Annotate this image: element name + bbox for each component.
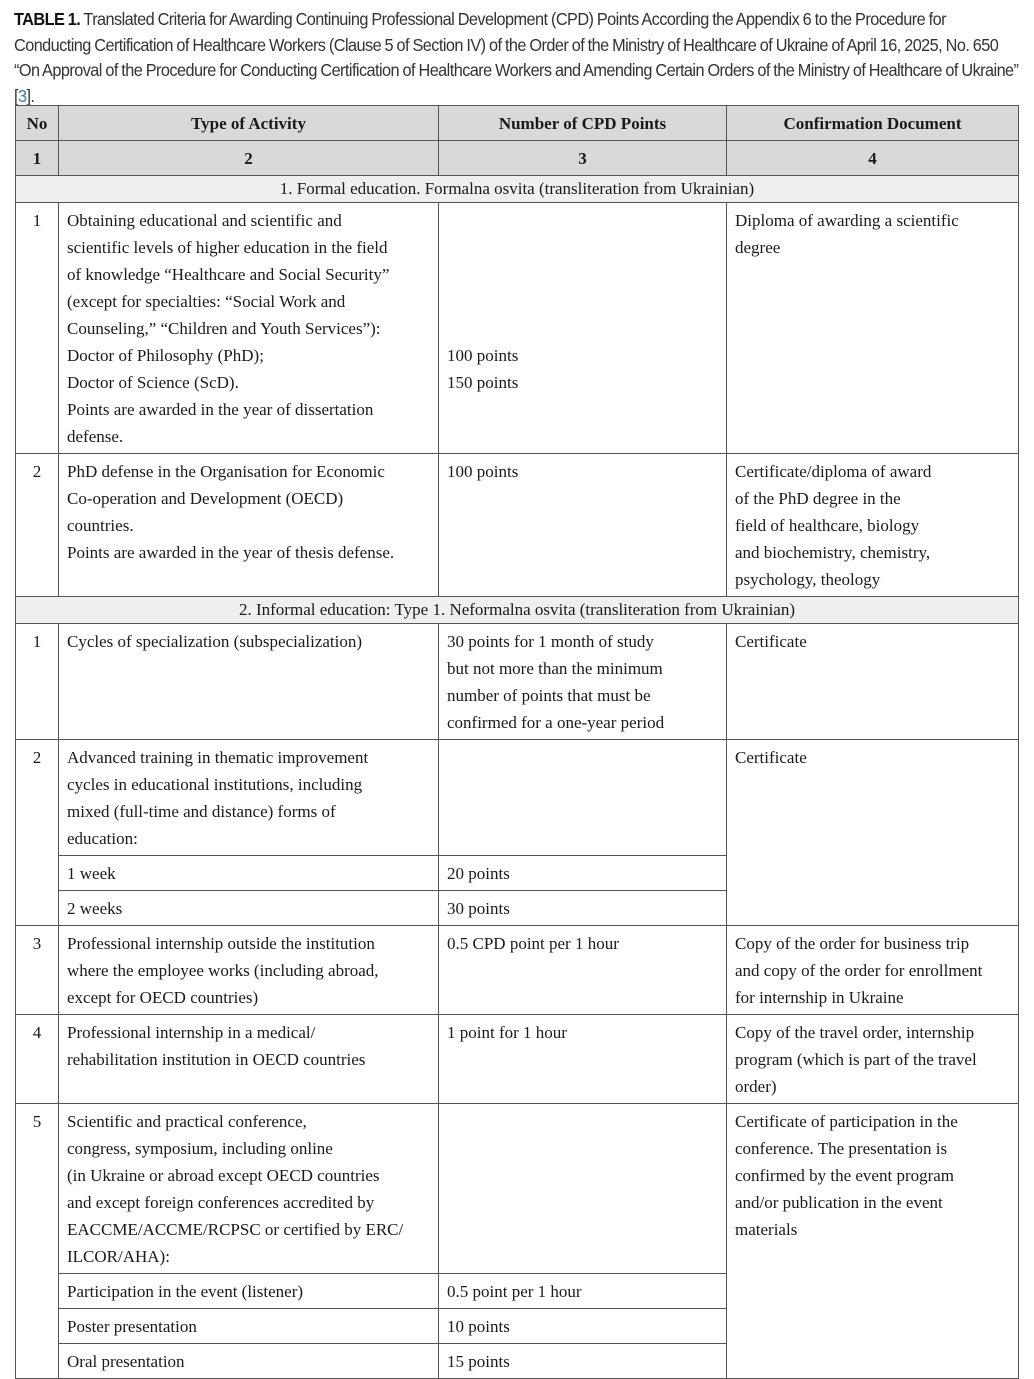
- text-line: except for OECD countries): [67, 988, 259, 1007]
- text-line: mixed (full-time and distance) forms of: [67, 802, 336, 821]
- activity-cell: [59, 1015, 439, 1104]
- text-line: Certificate: [735, 748, 807, 767]
- table-row: [16, 454, 1019, 597]
- text-line: Advanced training in thematic improvement: [67, 748, 369, 767]
- text-line: confirmed for a one-year period: [447, 713, 665, 732]
- activity-cell: [59, 203, 439, 454]
- sub-points-cell: 20 points: [439, 856, 727, 891]
- text-line: [447, 315, 718, 342]
- text-line: Professional internship in a medical/: [67, 1023, 316, 1042]
- reference-link[interactable]: 3: [17, 85, 27, 106]
- row-number: 1: [16, 624, 59, 740]
- text-line: Certificate of participation in the: [735, 1112, 958, 1131]
- document-cell: [727, 740, 1019, 926]
- text-line: cycles in educational institutions, including: [67, 775, 363, 794]
- text-line: 100 points: [447, 462, 519, 481]
- row-number: 5: [16, 1104, 59, 1379]
- points-cell: [439, 203, 727, 454]
- points-cell: [439, 926, 727, 1015]
- header-row: [16, 106, 1019, 141]
- text-line: Copy of the travel order, internship: [735, 1023, 975, 1042]
- text-line: 0.5 CPD point per 1 hour: [447, 934, 619, 953]
- sub-activity-cell: Oral presentation: [59, 1344, 439, 1379]
- text-line: PhD defense in the Organisation for Economic: [67, 462, 385, 481]
- table-body: [16, 176, 1019, 1379]
- text-line: [447, 207, 718, 234]
- document-cell: [727, 203, 1019, 454]
- row-number: 2: [16, 454, 59, 597]
- text-line: Professional internship outside the institution: [67, 934, 375, 953]
- points-cell: [439, 1104, 727, 1274]
- header-num-2: 2: [59, 141, 439, 176]
- text-line: Doctor of Philosophy (PhD);: [67, 346, 264, 365]
- header-num-4: 4: [727, 141, 1019, 176]
- row-number: 4: [16, 1015, 59, 1104]
- text-line: and copy of the order for enrollment: [735, 961, 983, 980]
- text-line: of the PhD degree in the: [735, 489, 901, 508]
- text-line: scientific levels of higher education in the field: [67, 238, 388, 257]
- points-cell: [439, 454, 727, 597]
- text-line: ILCOR/AHA):: [67, 1247, 170, 1266]
- table-row: [16, 1015, 1019, 1104]
- text-line: Points are awarded in the year of dissertation: [67, 400, 374, 419]
- text-line: but not more than the minimum: [447, 659, 663, 678]
- text-line: EACCME/ACCME/RCPSC or certified by ERC/: [67, 1220, 404, 1239]
- text-line: [447, 288, 718, 315]
- text-line: 1 point for 1 hour: [447, 1023, 567, 1042]
- cpd-criteria-table: [15, 105, 1019, 1379]
- sub-activity-cell: 1 week: [59, 856, 439, 891]
- caption-label: TABLE 1.: [14, 9, 81, 29]
- text-line: countries.: [67, 516, 134, 535]
- header-activity: Type of Activity: [59, 106, 439, 141]
- text-line: of knowledge “Healthcare and Social Security”: [67, 265, 390, 284]
- text-line: [447, 744, 718, 771]
- text-line: and except foreign conferences accredited by: [67, 1193, 375, 1212]
- header-document: Confirmation Document: [727, 106, 1019, 141]
- text-line: Copy of the order for business trip: [735, 934, 970, 953]
- header-num-3: 3: [439, 141, 727, 176]
- activity-cell: [59, 1104, 439, 1274]
- sub-activity-cell: Participation in the event (listener): [59, 1274, 439, 1309]
- section-row: [16, 597, 1019, 624]
- text-line: 30 points for 1 month of study: [447, 632, 654, 651]
- text-line: Doctor of Science (ScD).: [67, 373, 239, 392]
- document-cell: [727, 1015, 1019, 1104]
- text-line: Scientific and practical conference,: [67, 1112, 307, 1131]
- header-no: No: [16, 106, 59, 141]
- text-line: number of points that must be: [447, 686, 651, 705]
- sub-activity-cell: Poster presentation: [59, 1309, 439, 1344]
- document-cell: [727, 624, 1019, 740]
- caption-end: ].: [26, 85, 35, 106]
- text-line: rehabilitation institution in OECD countries: [67, 1050, 366, 1069]
- text-line: Co-operation and Development (OECD): [67, 489, 344, 508]
- text-line: and biochemistry, chemistry,: [735, 543, 931, 562]
- sub-activity-cell: 2 weeks: [59, 891, 439, 926]
- header-number-row: [16, 141, 1019, 176]
- sub-points-cell: 0.5 point per 1 hour: [439, 1274, 727, 1309]
- row-number: 3: [16, 926, 59, 1015]
- caption-text: Translated Criteria for Awarding Continuing Professional Development (CPD) Points According the Appendix 6 to the Procedure for Conducting Certification of Healthcare Workers (Clause 5 of Section IV) of the Order of the Ministry of Healthcare of Ukraine of April 16, 2025, No. 650 “On Approval of the Procedure for Conducting Certification of Healthcare Workers and Amending Certain Orders of the Ministry of Healthcare of Ukraine” [: [14, 9, 1019, 106]
- text-line: materials: [735, 1220, 798, 1239]
- text-line: field of healthcare, biology: [735, 516, 920, 535]
- table-row: [16, 926, 1019, 1015]
- text-line: Points are awarded in the year of thesis defense.: [67, 543, 395, 562]
- text-line: psychology, theology: [735, 570, 881, 589]
- text-line: confirmed by the event program: [735, 1166, 955, 1185]
- section-title: 1. Formal education. Formalna osvita (transliteration from Ukrainian): [16, 176, 1019, 203]
- text-line: Cycles of specialization (subspecialization): [67, 632, 363, 651]
- text-line: and/or publication in the event: [735, 1193, 943, 1212]
- text-line: [447, 1108, 718, 1135]
- sub-points-cell: 10 points: [439, 1309, 727, 1344]
- text-line: (except for specialties: “Social Work and: [67, 292, 346, 311]
- document-cell: [727, 1104, 1019, 1379]
- table-row: [16, 203, 1019, 454]
- section-title: 2. Informal education: Type 1. Neformalna osvita (transliteration from Ukrainian): [16, 597, 1019, 624]
- activity-cell: [59, 454, 439, 597]
- document-cell: [727, 926, 1019, 1015]
- table-row: [16, 740, 1019, 856]
- sub-points-cell: 15 points: [439, 1344, 727, 1379]
- section-row: [16, 176, 1019, 203]
- text-line: degree: [735, 238, 781, 257]
- text-line: program (which is part of the travel: [735, 1050, 977, 1069]
- text-line: for internship in Ukraine: [735, 988, 904, 1007]
- text-line: Certificate: [735, 632, 807, 651]
- text-line: education:: [67, 829, 138, 848]
- text-line: congress, symposium, including online: [67, 1139, 333, 1158]
- points-cell: [439, 624, 727, 740]
- header-num-1: 1: [16, 141, 59, 176]
- text-line: Counseling,” “Children and Youth Services”):: [67, 319, 381, 338]
- text-line: [447, 234, 718, 261]
- text-line: Diploma of awarding a scientific: [735, 211, 959, 230]
- text-line: [447, 261, 718, 288]
- points-cell: [439, 1015, 727, 1104]
- text-line: defense.: [67, 427, 124, 446]
- header-points: Number of CPD Points: [439, 106, 727, 141]
- table-row: [16, 624, 1019, 740]
- row-number: 1: [16, 203, 59, 454]
- activity-cell: [59, 926, 439, 1015]
- document-cell: [727, 454, 1019, 597]
- row-number: 2: [16, 740, 59, 926]
- activity-cell: [59, 740, 439, 856]
- activity-cell: [59, 624, 439, 740]
- text-line: 150 points: [447, 373, 519, 392]
- text-line: where the employee works (including abroad,: [67, 961, 379, 980]
- text-line: order): [735, 1077, 777, 1096]
- text-line: 100 points: [447, 346, 519, 365]
- points-cell: [439, 740, 727, 856]
- table-caption: [14, 7, 1024, 109]
- text-line: (in Ukraine or abroad except OECD countries: [67, 1166, 380, 1185]
- table-row: [16, 1104, 1019, 1274]
- sub-points-cell: 30 points: [439, 891, 727, 926]
- text-line: Certificate/diploma of award: [735, 462, 932, 481]
- text-line: conference. The presentation is: [735, 1139, 948, 1158]
- text-line: Obtaining educational and scientific and: [67, 211, 342, 230]
